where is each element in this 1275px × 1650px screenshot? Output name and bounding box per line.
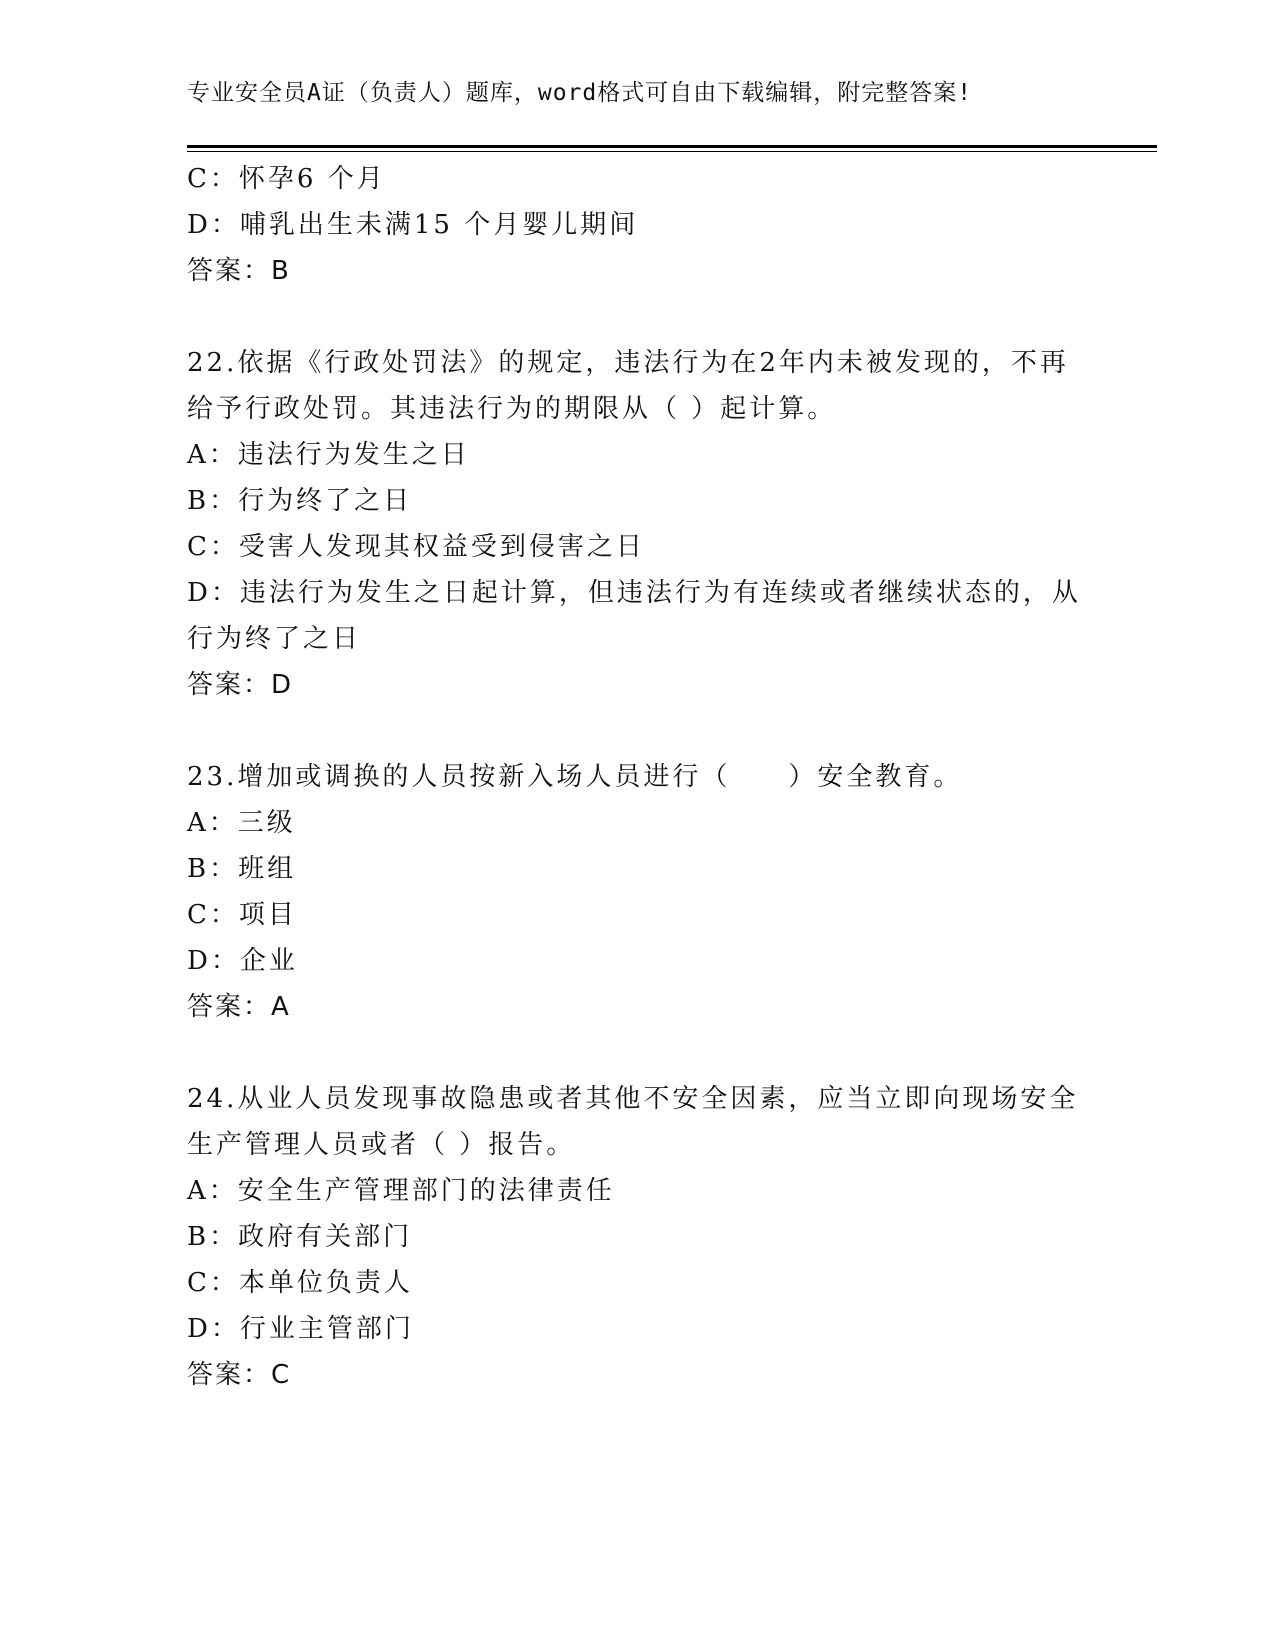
option-a: A：安全生产管理部门的法律责任 — [187, 1176, 615, 1206]
option-c: C：本单位负责人 — [187, 1268, 413, 1298]
header-divider — [187, 145, 1157, 151]
option-a: A：三级 — [187, 808, 296, 838]
question-list — [187, 156, 1087, 1398]
question-block — [187, 1076, 1087, 1398]
option-c: C：项目 — [187, 900, 297, 930]
page-header: 专业安全员A证（负责人）题库，word格式可自由下载编辑，附完整答案! — [187, 80, 973, 106]
question-stem: 22.依据《行政处罚法》的规定，违法行为在2年内未被发现的，不再 — [187, 348, 1069, 378]
question-stem: 24.从业人员发现事故隐患或者其他不安全因素，应当立即向现场安全 — [187, 1084, 1079, 1114]
spacer — [187, 1030, 1087, 1076]
option-d: D：企业 — [187, 946, 298, 976]
answer-line: 答案：A — [187, 992, 291, 1022]
option-d: D：哺乳出生未满15 个月婴儿期间 — [187, 210, 639, 240]
option-b: B：行为终了之日 — [187, 486, 413, 516]
option-b: B：政府有关部门 — [187, 1222, 413, 1252]
question-stem: 23.增加或调换的人员按新入场人员进行（ ）安全教育。 — [187, 762, 963, 792]
option-c: C：受害人发现其权益受到侵害之日 — [187, 532, 645, 562]
option-a: A：违法行为发生之日 — [187, 440, 470, 470]
option-d: D：违法行为发生之日起计算，但违法行为有连续或者继续状态的，从 — [187, 578, 1081, 608]
question-stem-continued: 生产管理人员或者（ ）报告。 — [187, 1130, 576, 1160]
answer-line: 答案：D — [187, 670, 294, 700]
question-block — [187, 156, 1087, 294]
spacer — [187, 708, 1087, 754]
option-d: D：行业主管部门 — [187, 1314, 414, 1344]
answer-line: 答案：B — [187, 256, 291, 286]
question-block — [187, 754, 1087, 1030]
question-block — [187, 340, 1087, 708]
option-c: C：怀孕6 个月 — [187, 164, 386, 194]
spacer — [187, 294, 1087, 340]
question-stem-continued: 给予行政处罚。其违法行为的期限从（ ）起计算。 — [187, 394, 837, 424]
option-b: B：班组 — [187, 854, 297, 884]
answer-line: 答案：C — [187, 1360, 292, 1390]
option-d-continued: 行为终了之日 — [187, 624, 362, 654]
